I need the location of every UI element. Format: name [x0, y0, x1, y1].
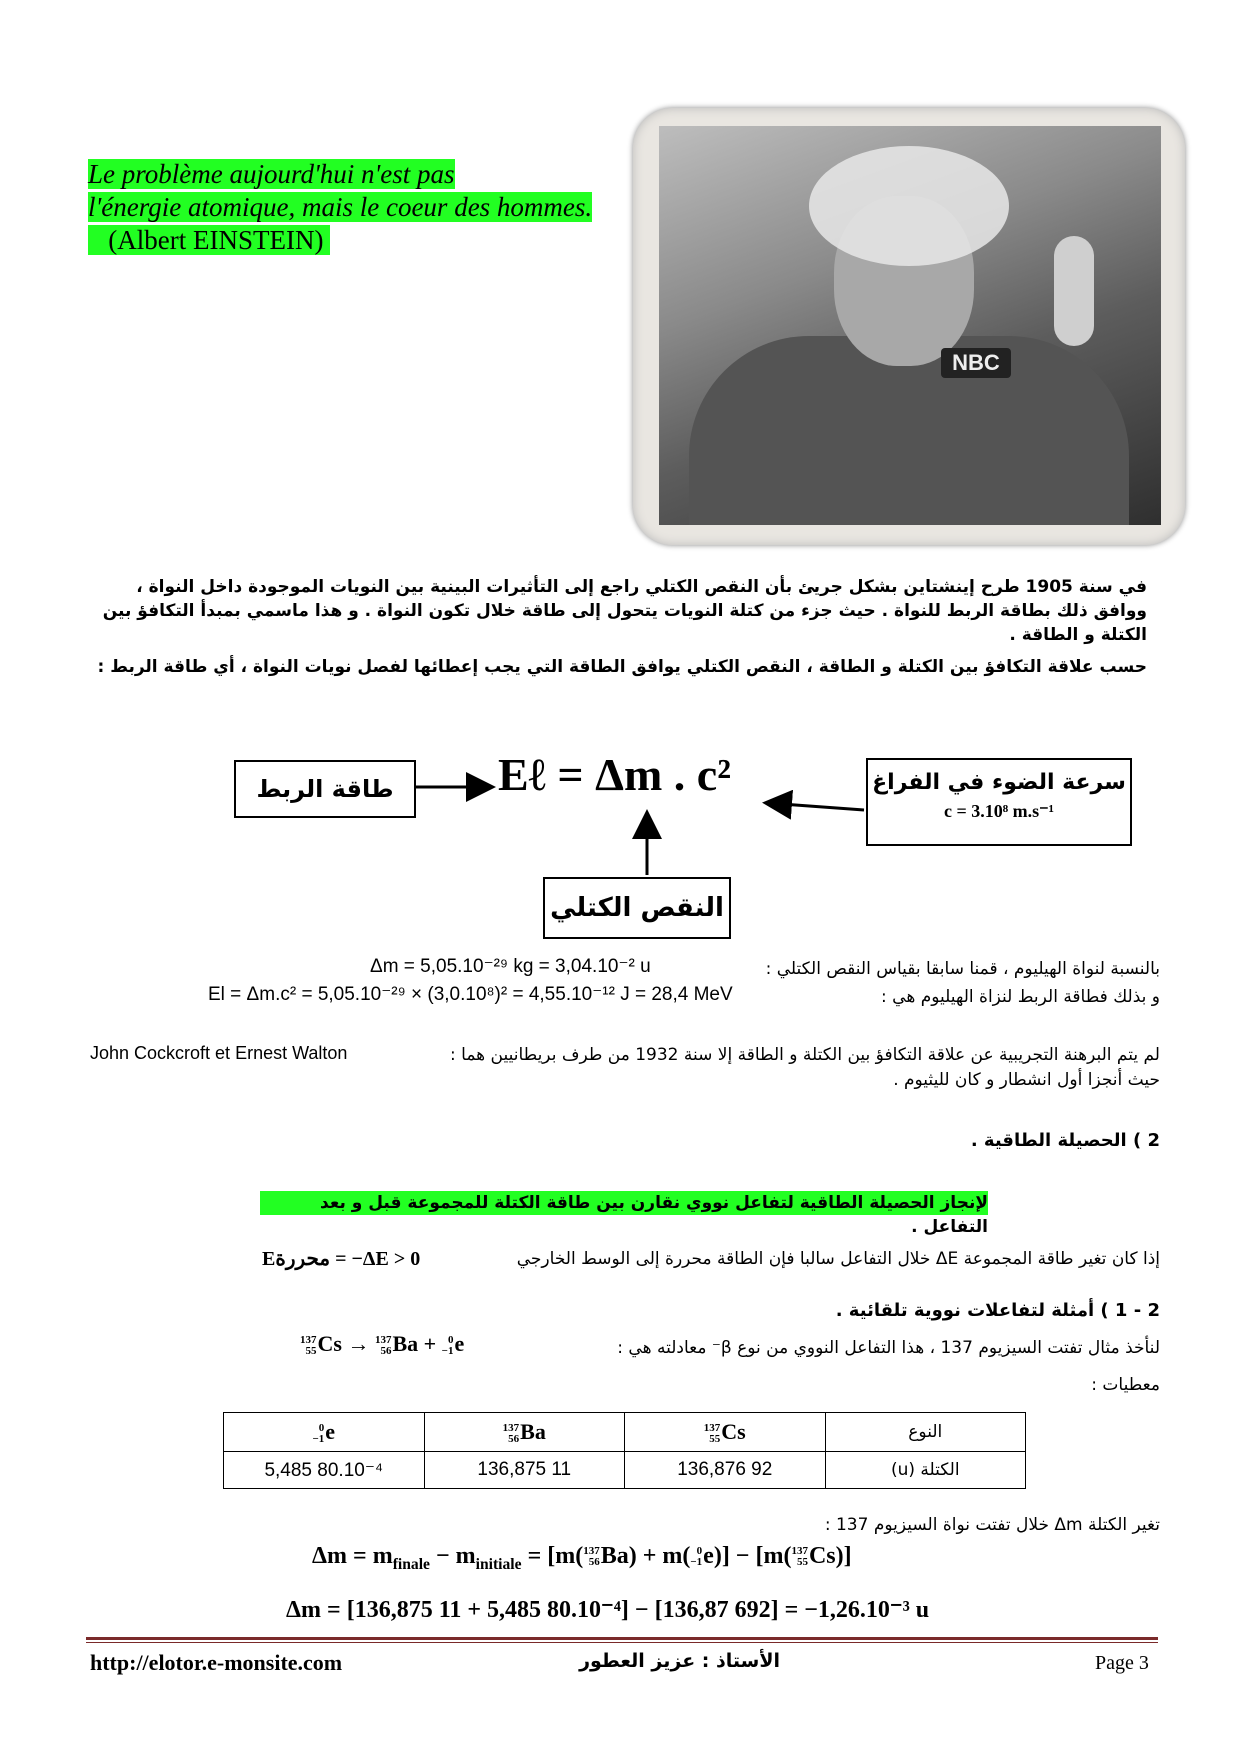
footer-rule [86, 1637, 1158, 1640]
cesium-decay-equation: 137 55Cs → 137 56Ba + 0 −1e [300, 1331, 465, 1357]
helium-line-2-eq: El = Δm.c² = 5,05.10⁻²⁹ × (3,0.10⁸)² = 4,55.10⁻¹² J = 28,4 MeV [208, 984, 733, 1005]
einstein-formula: Eℓ = Δm . c² [498, 749, 732, 800]
given-label: معطيات : [1091, 1375, 1160, 1395]
history-names: John Cockcroft et Ernest Walton [90, 1043, 348, 1063]
table-cell-electron-header: 0 −1e [224, 1413, 425, 1452]
mass-variation-eq-2: Δm = [136,875 11 + 5,485 80.10⁻⁴] − [136,87 692] = −1,26.10⁻³ u [286, 1597, 930, 1623]
history-line-1: لم يتم البرهنة التجريبية عن علاقة التكافؤ بين الكتلة و الطاقة إلا سنة 1932 من طرف بريطانيين هما : [450, 1045, 1160, 1065]
helium-line-1-eq: Δm = 5,05.10⁻²⁹ kg = 3,04.10⁻² u [370, 956, 651, 977]
quote-line-1: Le problème aujourd'hui n'est pas [88, 159, 455, 189]
nbc-badge: NBC [941, 348, 1011, 378]
footer-url-link[interactable]: http://elotor.e-monsite.com [90, 1650, 343, 1675]
cesium-example-text: لنأخذ مثال تفتت السيزيوم 137 ، هذا التفاعل النووي من نوع β⁻ معادلته هي : [617, 1338, 1160, 1358]
energy-line: إذا كان تغير طاقة المجموعة ΔE خلال التفاعل سالبا فإن الطاقة محررة إلى الوسط الخارجي [516, 1249, 1160, 1269]
mass-variation-eq-1: $\Delta m = m_{finale} - m_{initiale} = [m(137$ 56Ba) + m( 0 −1e)] − [m(137 55Cs)] [312, 1543, 852, 1573]
intro-paragraph-1: في سنة 1905 طرح إينشتاين بشكل جريئ بأن النقص الكتلي راجع إلى التأثيرات البينية بين النويات الموجودة داخل النواة ، ووافق ذلك بطاقة الربط للنواة . حيث جزء من كتلة النويات يتحول إلى طاقة خلال تكون النواة . و هذا ماسمي بمبدأ التكافؤ بين الكتلة و الطاقة . [102, 577, 1147, 645]
mass-defect-box: النقص الكتلي [543, 877, 731, 939]
helium-line-1-text: بالنسبة لنواة الهيليوم ، قمنا سابقا بقياس النقص الكتلي : [765, 959, 1160, 979]
table-cell-cesium-header: 137 55Cs [625, 1413, 826, 1452]
mass-table [223, 1412, 1026, 1489]
history-line-2: حيث أنجزا أول انشطار و كان لليثيوم . [893, 1070, 1160, 1090]
section-2-1-title: 2 - 1 ) أمثلة لتفاعلات نووية تلقائية . [835, 1300, 1160, 1321]
table-cell-barium-header: 137 56Ba [424, 1413, 625, 1452]
table-cell-electron-mass: 5,485 80.10⁻⁴ [224, 1452, 425, 1489]
light-speed-label: سرعة الضوء في الفراغ [872, 770, 1126, 795]
intro-paragraph-2: حسب علاقة التكافؤ بين الكتلة و الطاقة ، النقص الكتلي يوافق الطاقة التي يجب إعطائها لفصل نويات النواة ، أي طاقة الربط : [97, 657, 1147, 677]
page-number: Page 3 [1095, 1652, 1149, 1674]
arrow-from-light-speed [768, 803, 864, 810]
energy-eq: Eمحررة = −ΔE > 0 [262, 1248, 421, 1270]
quote-line-2: l'énergie atomique, mais le coeur des hommes. [88, 192, 593, 222]
mass-variation-text: تغير الكتلة Δm خلال تفتت نواة السيزيوم 137 : [824, 1515, 1160, 1535]
light-speed-value: c = 3.10⁸ m.s⁻¹ [943, 801, 1055, 821]
binding-energy-box: طاقة الربط [234, 760, 416, 818]
table-cell-type-label: النوع [825, 1413, 1026, 1452]
table-cell-barium-mass: 136,875 11 [424, 1452, 625, 1489]
section-2-title: 2 ) الحصيلة الطاقية . [970, 1130, 1160, 1151]
quote-author: (Albert EINSTEIN) [88, 225, 330, 255]
footer-rule-thin [86, 1642, 1158, 1643]
helium-line-2-text: و بذلك فطاقة الربط لنزاة الهيليوم هي : [881, 987, 1160, 1007]
table-cell-mass-label: الكتلة (u) [825, 1452, 1026, 1489]
footer-teacher-name: الأستاذ : عزيز العطور [579, 1650, 780, 1672]
table-cell-cesium-mass: 136,876 92 [625, 1452, 826, 1489]
energy-balance-banner: لإنجاز الحصيلة الطاقية لتفاعل نووي نقارن بين طاقة الكتلة للمجموعة قبل و بعد التفاعل . [260, 1191, 988, 1215]
